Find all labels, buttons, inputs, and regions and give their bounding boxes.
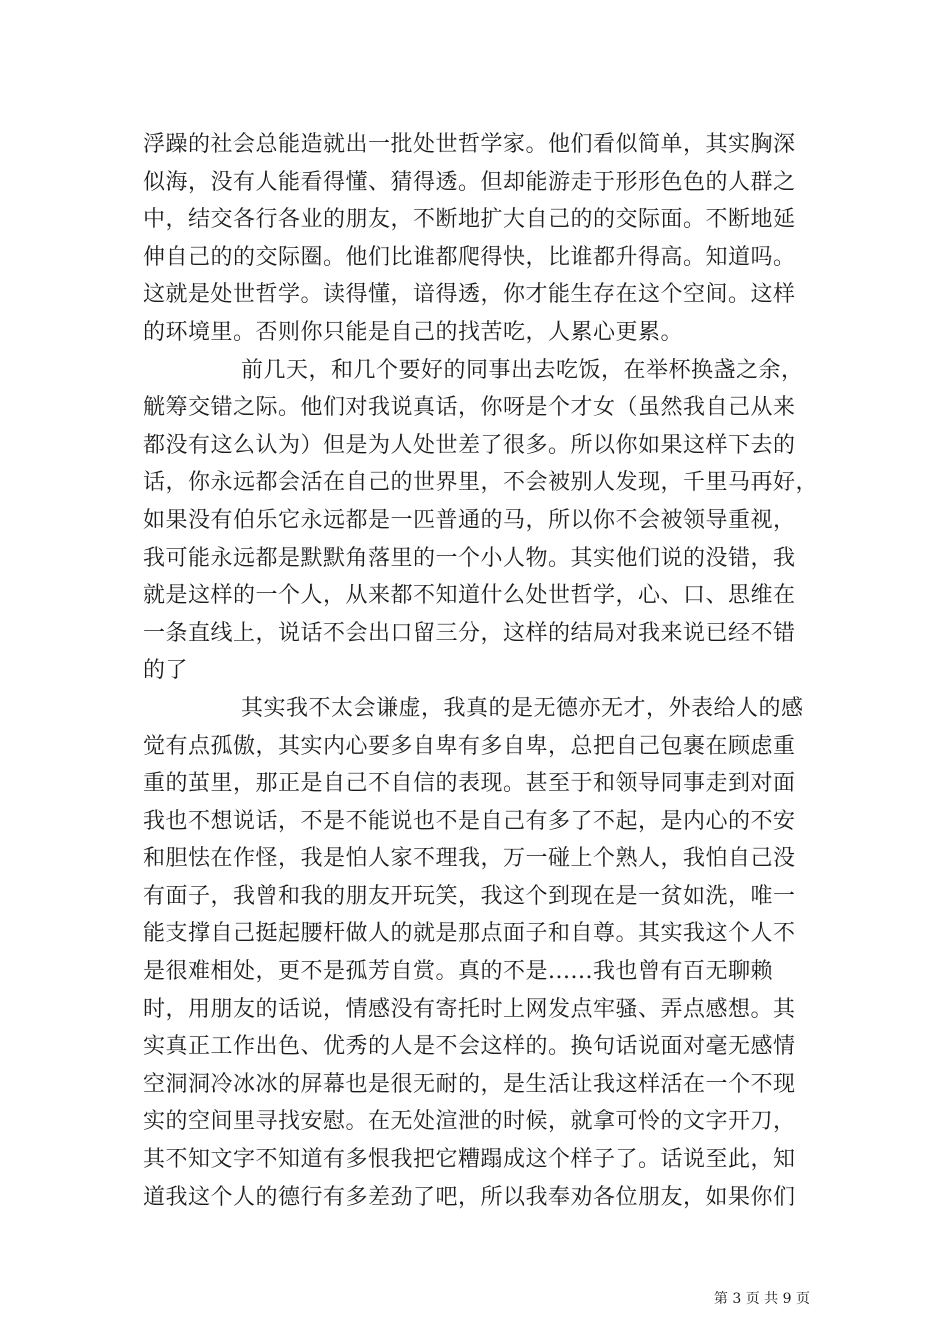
text-line: 似海，没有人能看得懂、猜得透。但却能游走于形形色色的人群之: [143, 169, 796, 195]
text-line: 觥筹交错之际。他们对我说真话，你呀是个才女（虽然我自己从来: [143, 395, 796, 421]
text-line: 道我这个人的德行有多差劲了吧，所以我奉劝各位朋友，如果你们: [143, 1184, 796, 1210]
text-line: 就是这样的一个人，从来都不知道什么处世哲学，心、口、思维在: [143, 583, 796, 609]
text-line: 空洞洞冷冰冰的屏幕也是很无耐的，是生活让我这样活在一个不现: [143, 1071, 796, 1097]
text-line: 这就是处世哲学。读得懂，谙得透，你才能生存在这个空间。这样: [143, 282, 796, 308]
paragraph-first-line: 其实我不太会谦虚，我真的是无德亦无才，外表给人的感: [241, 695, 804, 721]
text-line: 其不知文字不知道有多恨我把它糟蹋成这个样子了。话说至此，知: [143, 1147, 796, 1173]
body-text: [143, 126, 823, 1216]
page-number: 第 3 页 共 9 页: [713, 1291, 810, 1307]
text-line: 是很难相处，更不是孤芳自赏。真的不是......我也曾有百无聊赖: [143, 959, 773, 985]
paragraph-first-line: 前几天，和几个要好的同事出去吃饭，在举杯换盏之余，: [241, 357, 804, 383]
text-line: 如果没有伯乐它永远都是一匹普通的马，所以你不会被领导重视，: [143, 507, 796, 533]
text-line: 重的茧里，那正是自己不自信的表现。甚至于和领导同事走到对面: [143, 771, 796, 797]
text-line: 有面子，我曾和我的朋友开玩笑，我这个到现在是一贫如洗，唯一: [143, 883, 796, 909]
text-line: 觉有点孤傲，其实内心要多自卑有多自卑，总把自己包裹在顾虑重: [143, 733, 796, 759]
text-line: 都没有这么认为）但是为人处世差了很多。所以你如果这样下去的: [143, 432, 796, 458]
text-line: 时，用朋友的话说，情感没有寄托时上网发点牢骚、弄点感想。其: [143, 996, 796, 1022]
text-line: 中，结交各行各业的朋友，不断地扩大自己的的交际面。不断地延: [143, 207, 796, 233]
text-line: 浮躁的社会总能造就出一批处世哲学家。他们看似简单，其实胸深: [143, 132, 796, 157]
text-line: 一条直线上，说话不会出口留三分，这样的结局对我来说已经不错: [143, 620, 796, 646]
text-line: 我也不想说话，不是不能说也不是自己有多了不起，是内心的不安: [143, 808, 796, 834]
text-line: 和胆怯在作怪，我是怕人家不理我，万一碰上个熟人，我怕自己没: [143, 846, 796, 872]
text-line: 实的空间里寻找安慰。在无处渲泄的时候，就拿可怜的文字开刀，: [143, 1109, 796, 1135]
text-line: 的了: [143, 658, 189, 684]
text-line: 实真正工作出色、优秀的人是不会这样的。换句话说面对毫无感情: [143, 1034, 796, 1060]
text-line: 伸自己的的交际圈。他们比谁都爬得快，比谁都升得高。知道吗。: [143, 244, 796, 270]
text-line: 话，你永远都会活在自己的世界里，不会被别人发现，千里马再好，: [143, 470, 819, 496]
text-line: 能支撑自己挺起腰杆做人的就是那点面子和自尊。其实我这个人不: [143, 921, 796, 947]
text-line: 我可能永远都是默默角落里的一个小人物。其实他们说的没错，我: [143, 545, 796, 571]
text-line: 的环境里。否则你只能是自己的找苦吃，人累心更累。: [143, 319, 684, 345]
